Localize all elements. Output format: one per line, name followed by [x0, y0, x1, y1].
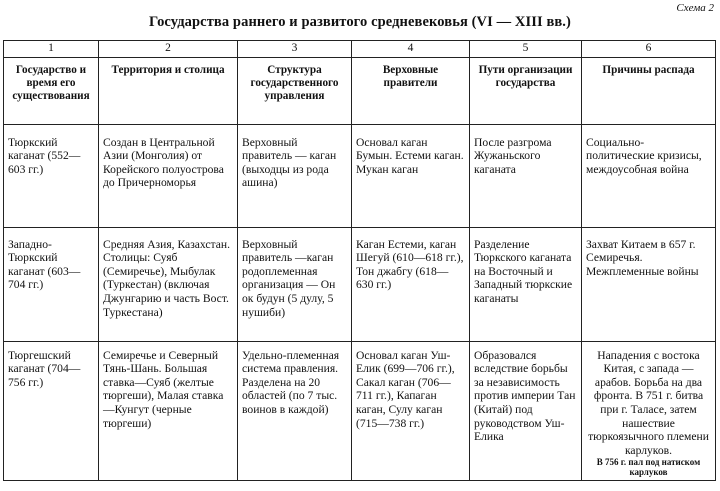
- column-number-row: [4, 41, 716, 58]
- scheme-label: Схема 2: [676, 2, 714, 14]
- state-cell: Западно-Тюркский каганат (603—704 гг.): [4, 227, 99, 341]
- territory-cell: Создан в Центральной Азии (Монголия) от Корейского полуострова до Причерноморья: [99, 124, 238, 227]
- structure-cell: Удельно-племенная система правления. Разделена на 20 областей (по 7 тыс. воинов в каждой): [238, 341, 352, 481]
- decline-cell: Социально-политические кризисы, междоусобная война: [582, 124, 716, 227]
- structure-cell: Верховный правитель — каган (выходцы из рода ашина): [238, 124, 352, 227]
- rulers-cell: Основал каган Бумын. Естеми каган. Мукан каган: [352, 124, 470, 227]
- page-title: Государства раннего и развитого средневековья (VI — XIII вв.): [149, 14, 571, 30]
- column-number: 4: [352, 41, 470, 58]
- column-number: 5: [470, 41, 582, 58]
- column-header: Территория и столица: [99, 57, 238, 124]
- decline-cell: [582, 341, 716, 481]
- table-row: [4, 341, 716, 481]
- column-header: Пути организации государства: [470, 57, 582, 124]
- decline-cell: Захват Китаем в 657 г. Семиречья. Межплеменные войны: [582, 227, 716, 341]
- column-header: Структура государственного управления: [238, 57, 352, 124]
- table-row: [4, 227, 716, 341]
- column-number: 3: [238, 41, 352, 58]
- column-header: Государство и время его существования: [4, 57, 99, 124]
- rulers-cell: Каган Естеми, каган Шегуй (610—618 гг.), Тон джабгу (618—630 гг.): [352, 227, 470, 341]
- organization-cell: После разгрома Жужаньского каганата: [470, 124, 582, 227]
- column-header: Верховные правители: [352, 57, 470, 124]
- territory-cell: Средняя Азия, Казахстан. Столицы: Суяб (Семиречье), Мыбулак (Туркестан) (включая Джунгарию и часть Вост. Туркестана): [99, 227, 238, 341]
- rulers-cell: Основал каган Уш-Елик (699—706 гг.), Сакал каган (706—711 гг.), Капаган каган, Сулу каган (715—738 гг.): [352, 341, 470, 481]
- header-row: [4, 57, 716, 124]
- territory-cell: Семиречье и Северный Тянь-Шань. Большая ставка—Суяб (желтые тюргеши), Малая ставка—Кунгут (черные тюргеши): [99, 341, 238, 481]
- decline-footnote: В 756 г. пал под натиском карлуков: [596, 457, 701, 478]
- decline-text: Нападения с востока Китая, с запада — арабов. Борьба на два фронта. В 751 г. битва при г. Таласе, затем нашествие тюркоязычного племени карлуков.: [588, 348, 709, 457]
- organization-cell: Разделение Тюркского каганата на Восточный и Западный тюркские каганаты: [470, 227, 582, 341]
- column-number: 1: [4, 41, 99, 58]
- column-header: Причины распада: [582, 57, 716, 124]
- state-cell: Тюркский каганат (552—603 гг.): [4, 124, 99, 227]
- structure-cell: Верховный правитель —каган родоплеменная организация — Он ок будун (5 дулу, 5 нушиби): [238, 227, 352, 341]
- states-table: [3, 40, 716, 481]
- state-cell: Тюргешский каганат (704—756 гг.): [4, 341, 99, 481]
- organization-cell: Образовался вследствие борьбы за независимость против империи Тан (Китай) под руководством Уш-Елика: [470, 341, 582, 481]
- column-number: 6: [582, 41, 716, 58]
- table-row: [4, 124, 716, 227]
- column-number: 2: [99, 41, 238, 58]
